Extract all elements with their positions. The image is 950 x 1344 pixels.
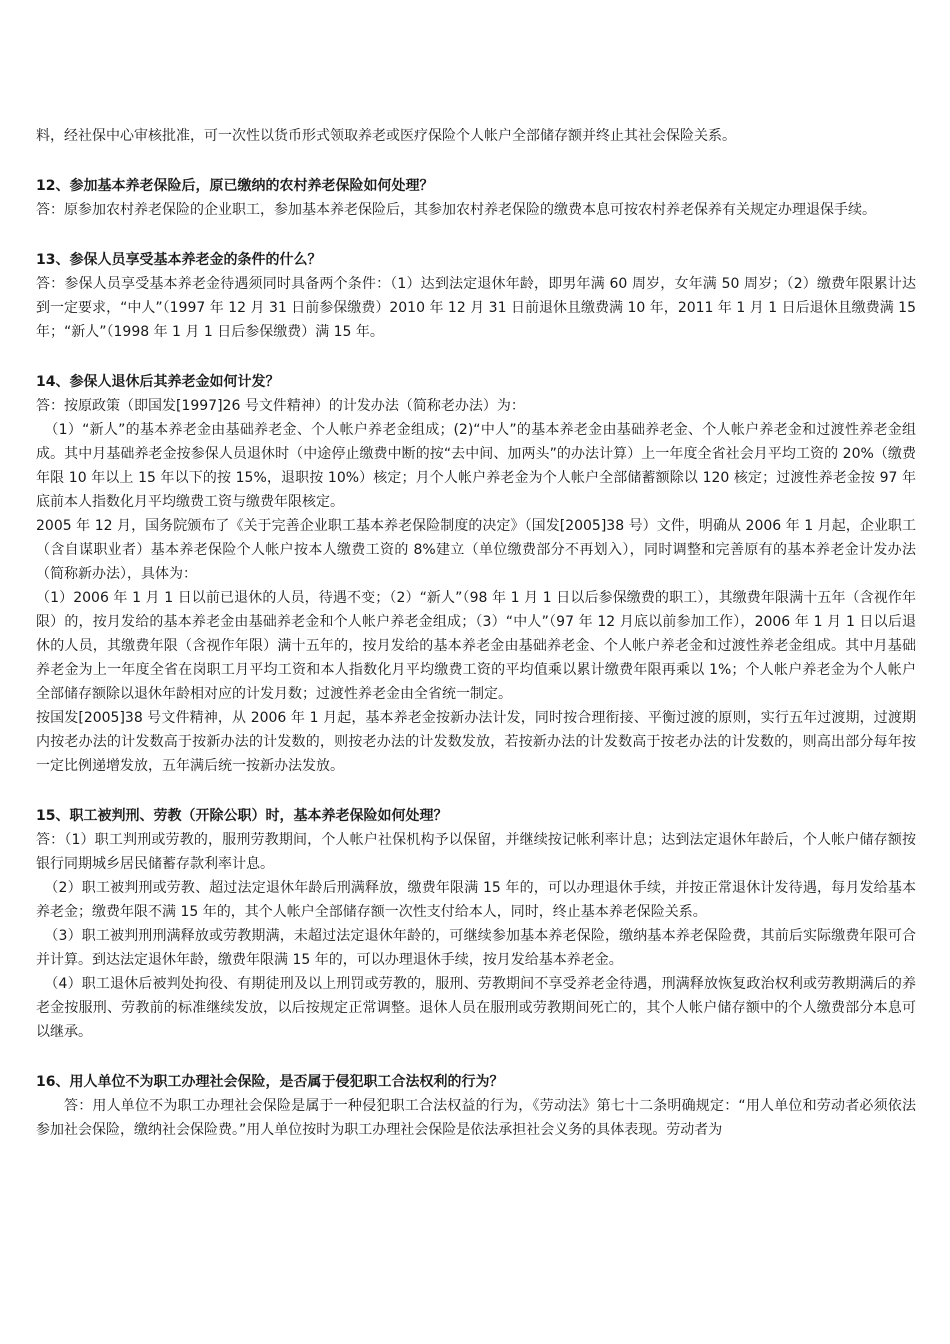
intro-paragraph: 料，经社保中心审核批准，可一次性以货币形式领取养老或医疗保险个人帐户全部储存额并终止其社会保险关系。 xyxy=(36,128,736,144)
question-14-heading: 14、参保人退休后其养老金如何计发？ xyxy=(36,374,280,390)
answer-12-paragraph: 答：原参加农村养老保险的企业职工，参加基本养老保险后，其参加农村养老保险的缴费本息可按农村养老保养有关规定办理退保手续。 xyxy=(36,202,876,218)
question-12-heading: 12、参加基本养老保险后，原已缴纳的农村养老保险如何处理？ xyxy=(36,178,434,194)
answer-14-paragraph-2: （1）“新人”的基本养老金由基础养老金、个人帐户养老金组成；(2)“中人”的基本养老金由基础养老金、个人帐户养老金和过渡性养老金组成。其中月基础养老金按参保人员退休时（中途停止缴费中断的按“去中间、加两头”的办法计算）上一年度全省社会月平均工资的 20%（缴费年限 10 年以上 15 年以下的按 15%，退职按 10%）核定；月个人帐户养老金为个人帐户全部储蓄额除以 120 核定；过渡性养老金按 97 年底前本人指数化月平均缴费工资与缴费年限核定。 xyxy=(36,422,916,510)
document-page xyxy=(36,124,916,1142)
answer-14-paragraph-4: （1）2006 年 1 月 1 日以前已退休的人员，待遇不变；（2）“新人”（98 年 1 月 1 日以后参保缴费的职工），其缴费年限满十五年（含视作年限）的，按月发给的基本养老金由基础养老金和个人帐户养老金组成；（3）“中人”（97 年 12 月底以前参加工作），2006 年 1 月 1 日以后退休的人员，其缴费年限（含视作年限）满十五年的，按月发给的基本养老金由基础养老金、个人帐户养老金和过渡性养老金组成。其中月基础养老金为上一年度全省在岗职工月平均工资和本人指数化月平均缴费工资的平均值乘以累计缴费年限再乘以 1%；个人帐户养老金为个人帐户全部储存额除以退休年龄相对应的计发月数；过渡性养老金由全省统一制定。 xyxy=(36,590,916,702)
answer-14-paragraph-5: 按国发[2005]38 号文件精神，从 2006 年 1 月起，基本养老金按新办法计发，同时按合理衔接、平衡过渡的原则，实行五年过渡期，过渡期内按老办法的计发数高于按新办法的计发数的，则按老办法的计发数发放，若按新办法的计发数高于按老办法的计发数的，则高出部分每年按一定比例递增发放，五年满后统一按新办法发放。 xyxy=(36,710,916,774)
answer-13-paragraph: 答：参保人员享受基本养老金待遇须同时具备两个条件：（1）达到法定退休年龄，即男年满 60 周岁，女年满 50 周岁；（2）缴费年限累计达到一定要求，“中人”（1997 年 12 月 31 日前参保缴费）2010 年 12 月 31 日前退休且缴费满 10 年，2011 年 1 月 1 日后退休且缴费满 15 年；“新人”（1998 年 1 月 1 日后参保缴费）满 15 年。 xyxy=(36,276,916,340)
answer-16-paragraph: 答：用人单位不为职工办理社会保险是属于一种侵犯职工合法权益的行为，《劳动法》第七十二条明确规定：“用人单位和劳动者必须依法参加社会保险，缴纳社会保险费。”用人单位按时为职工办理社会保险是依法承担社会义务的具体表现。劳动者为 xyxy=(36,1098,916,1138)
answer-15-paragraph-3: （3）职工被判刑刑满释放或劳教期满，未超过法定退休年龄的，可继续参加基本养老保险，缴纳基本养老保险费，其前后实际缴费年限可合并计算。到达法定退休年龄，缴费年限满 15 年的，可以办理退休手续，按月发给基本养老金。 xyxy=(36,928,916,968)
answer-14-paragraph-1: 答：按原政策（即国发[1997]26 号文件精神）的计发办法（简称老办法）为： xyxy=(36,398,525,414)
answer-15-paragraph-4: （4）职工退休后被判处拘役、有期徒刑及以上刑罚或劳教的，服刑、劳教期间不享受养老金待遇，刑满释放恢复政治权利或劳教期满后的养老金按服刑、劳教前的标准继续发放，以后按规定正常调整。退休人员在服刑或劳教期间死亡的，其个人帐户储存额中的个人缴费部分本息可以继承。 xyxy=(36,976,916,1040)
answer-15-paragraph-1: 答：（1）职工判刑或劳教的，服刑劳教期间，个人帐户社保机构予以保留，并继续按记帐利率计息；达到法定退休年龄后，个人帐户储存额按银行同期城乡居民储蓄存款利率计息。 xyxy=(36,832,916,872)
question-15-heading: 15、职工被判刑、劳教（开除公职）时，基本养老保险如何处理？ xyxy=(36,808,448,824)
question-16-heading: 16、用人单位不为职工办理社会保险，是否属于侵犯职工合法权利的行为？ xyxy=(36,1074,504,1090)
question-13-heading: 13、参保人员享受基本养老金的条件的什么？ xyxy=(36,252,322,268)
answer-14-paragraph-3: 2005 年 12 月，国务院颁布了《关于完善企业职工基本养老保险制度的决定》（国发[2005]38 号）文件，明确从 2006 年 1 月起，企业职工（含自谋职业者）基本养老保险个人帐户按本人缴费工资的 8%建立（单位缴费部分不再划入），同时调整和完善原有的基本养老金计发办法（简称新办法），具体为： xyxy=(36,518,916,582)
answer-15-paragraph-2: （2）职工被判刑或劳教、超过法定退休年龄后刑满释放，缴费年限满 15 年的，可以办理退休手续，并按正常退休计发待遇，每月发给基本养老金；缴费年限不满 15 年的，其个人帐户全部储存额一次性支付给本人，同时，终止基本养老保险关系。 xyxy=(36,880,916,920)
